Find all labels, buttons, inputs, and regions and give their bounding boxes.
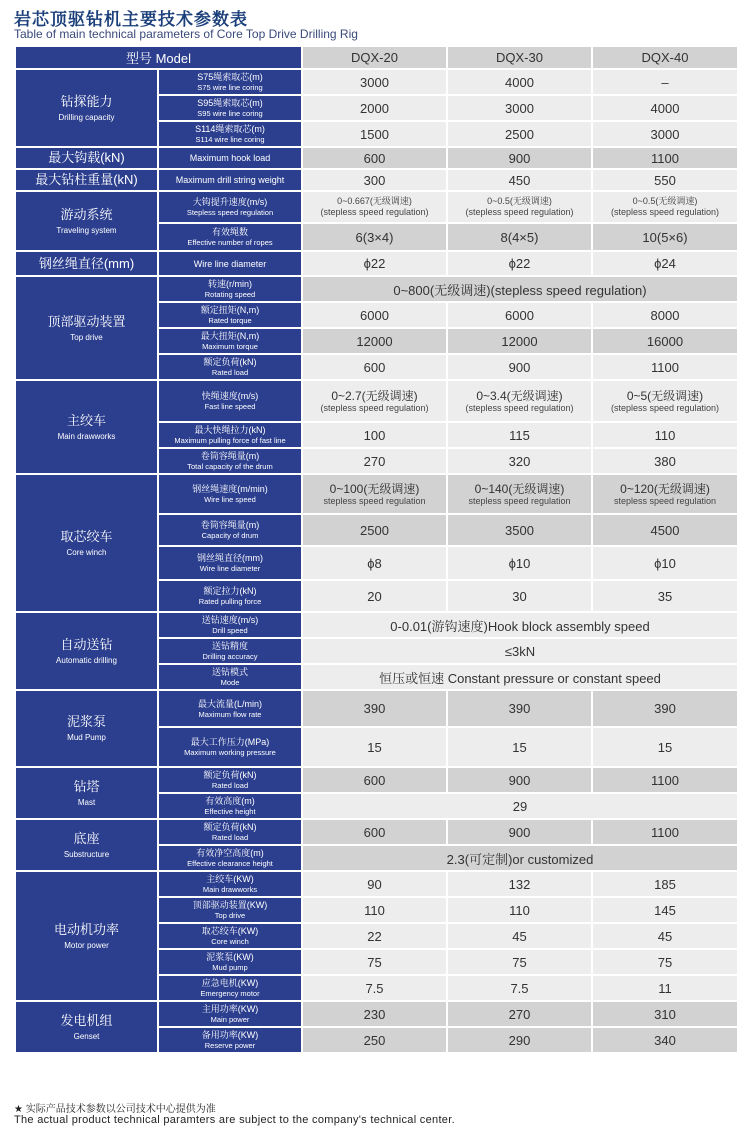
value-cell: 900 (448, 355, 591, 379)
value-cell: 0~3.4(无级调速) (stepless speed regulation) (448, 381, 591, 421)
value-cell: 4000 (593, 96, 737, 120)
param-label: 快绳速度(m/s) Fast line speed (159, 381, 301, 421)
param-label: 最大快绳拉力(kN) Maximum pulling force of fast line (159, 423, 301, 447)
value-cell: 45 (448, 924, 591, 948)
param-label: 卷筒容绳量(m) Total capacity of the drum (159, 449, 301, 473)
value-cell: 0~140(无级调速) stepless speed regulation (448, 475, 591, 513)
value-cell: 1500 (303, 122, 446, 146)
value-cell: 0~5(无级调速) (stepless speed regulation) (593, 381, 737, 421)
value-cell: 1100 (593, 768, 737, 792)
value-cell: 110 (448, 898, 591, 922)
value-cell: 12000 (303, 329, 446, 353)
table-row (16, 192, 737, 222)
param-label: 顶部驱动装置(KW) Top drive (159, 898, 301, 922)
table-row (16, 768, 737, 792)
value-cell: ϕ10 (593, 547, 737, 579)
param-label: 额定负荷(kN) Rated load (159, 768, 301, 792)
value-cell: – (593, 70, 737, 94)
model-header: 型号 Model (16, 47, 301, 68)
model-dqx20-header: DQX-20 (303, 47, 446, 68)
category-motor-power: 电动机功率 Motor power (16, 872, 157, 1000)
table-row (16, 475, 737, 513)
param-label: 额定负荷(kN) Rated load (159, 355, 301, 379)
value-cell: 132 (448, 872, 591, 896)
value-cell: 29 (303, 794, 737, 818)
value-cell: 8(4×5) (448, 224, 591, 250)
value-cell: 3000 (448, 96, 591, 120)
value-cell: 110 (303, 898, 446, 922)
category-string-weight: 最大钻柱重量(kN) (16, 170, 157, 190)
category-genset: 发电机组 Genset (16, 1002, 157, 1052)
param-label: S114绳索取芯(m) S114 wire line coring (159, 122, 301, 146)
value-cell: 90 (303, 872, 446, 896)
value-cell: 450 (448, 170, 591, 190)
param-label: Maximum drill string weight (159, 170, 301, 190)
page-subtitle: Table of main technical parameters of Core Top Drive Drilling Rig (14, 27, 358, 41)
value-cell: 3500 (448, 515, 591, 545)
value-cell: 900 (448, 768, 591, 792)
category-drawworks: 主绞车 Main drawworks (16, 381, 157, 473)
value-cell: 15 (448, 728, 591, 766)
value-cell: 230 (303, 1002, 446, 1026)
param-label: 取芯绞车(KW) Core winch (159, 924, 301, 948)
value-cell: 390 (448, 691, 591, 726)
value-cell: 20 (303, 581, 446, 611)
table-row (16, 381, 737, 421)
value-cell: 7.5 (303, 976, 446, 1000)
value-cell: 0~120(无级调速) stepless speed regulation (593, 475, 737, 513)
param-label: 有效绳数 Effective number of ropes (159, 224, 301, 250)
category-mud-pump: 泥浆泵 Mud Pump (16, 691, 157, 766)
category-hook-load: 最大钩载(kN) (16, 148, 157, 168)
value-cell: ϕ10 (448, 547, 591, 579)
value-cell: ϕ24 (593, 252, 737, 275)
value-cell: 0~800(无级调速)(stepless speed regulation) (303, 277, 737, 301)
value-cell: 380 (593, 449, 737, 473)
value-cell: 2000 (303, 96, 446, 120)
value-cell: 600 (303, 768, 446, 792)
value-cell: 6(3×4) (303, 224, 446, 250)
param-label: 主绞车(KW) Main drawworks (159, 872, 301, 896)
model-dqx40-header: DQX-40 (593, 47, 737, 68)
category-wire-diameter: 钢丝绳直径(mm) (16, 252, 157, 275)
param-label: 最大扭矩(N,m) Maximum torque (159, 329, 301, 353)
value-cell: 550 (593, 170, 737, 190)
value-cell: 0~0.5(无级调速) (stepless speed regulation) (593, 192, 737, 222)
table-row (16, 1002, 737, 1026)
value-cell: 270 (303, 449, 446, 473)
value-cell: 145 (593, 898, 737, 922)
value-cell: 185 (593, 872, 737, 896)
value-cell: 3000 (303, 70, 446, 94)
value-cell: 8000 (593, 303, 737, 327)
param-label: 有效高度(m) Effective height (159, 794, 301, 818)
value-cell: 3000 (593, 122, 737, 146)
value-cell: 110 (593, 423, 737, 447)
value-cell: 100 (303, 423, 446, 447)
value-cell: 900 (448, 820, 591, 844)
value-cell: ϕ22 (448, 252, 591, 275)
param-label: 额定拉力(kN) Rated pulling force (159, 581, 301, 611)
param-label: 大钩提升速度(m/s) Stepless speed regulation (159, 192, 301, 222)
param-label: 额定扭矩(N,m) Rated torque (159, 303, 301, 327)
value-cell: 75 (303, 950, 446, 974)
value-cell: 10(5×6) (593, 224, 737, 250)
value-cell: 2500 (448, 122, 591, 146)
value-cell: ≤3kN (303, 639, 737, 663)
value-cell: 22 (303, 924, 446, 948)
value-cell: 600 (303, 148, 446, 168)
value-cell: 600 (303, 355, 446, 379)
value-cell: 2500 (303, 515, 446, 545)
value-cell: 0~0.5(无级调速) (stepless speed regulation) (448, 192, 591, 222)
table-row (16, 820, 737, 844)
footnote-zh: ★ 实际产品技术参数以公司技术中心提供为准 (14, 1104, 216, 1115)
param-label: 额定负荷(kN) Rated load (159, 820, 301, 844)
table-row (16, 70, 737, 94)
value-cell: 310 (593, 1002, 737, 1026)
category-mast: 钻塔 Mast (16, 768, 157, 818)
value-cell: 340 (593, 1028, 737, 1052)
value-cell: 0~0.667(无级调速) (stepless speed regulation) (303, 192, 446, 222)
param-label: 备用功率(KW) Reserve power (159, 1028, 301, 1052)
param-label: Wire line diameter (159, 252, 301, 275)
value-cell: 900 (448, 148, 591, 168)
value-cell: 15 (593, 728, 737, 766)
value-cell: 290 (448, 1028, 591, 1052)
value-cell: 6000 (448, 303, 591, 327)
param-label: 送钻速度(m/s) Drill speed (159, 613, 301, 637)
value-cell: 11 (593, 976, 737, 1000)
value-cell: 12000 (448, 329, 591, 353)
value-cell: ϕ8 (303, 547, 446, 579)
value-cell: 16000 (593, 329, 737, 353)
category-traveling: 游动系统 Traveling system (16, 192, 157, 250)
param-label: 应急电机(KW) Emergency motor (159, 976, 301, 1000)
param-label: 泥浆泵(KW) Mud pump (159, 950, 301, 974)
value-cell: ϕ22 (303, 252, 446, 275)
table-row (16, 252, 737, 275)
value-cell: 4000 (448, 70, 591, 94)
category-top-drive: 顶部驱动装置 Top drive (16, 277, 157, 379)
value-cell: 45 (593, 924, 737, 948)
category-core-winch: 取芯绞车 Core winch (16, 475, 157, 611)
footnote-en: The actual product technical paramters are subject to the company's technical center. (14, 1114, 455, 1126)
value-cell: 35 (593, 581, 737, 611)
value-cell: 1100 (593, 820, 737, 844)
param-label: 送钻模式 Mode (159, 665, 301, 689)
table-header-row (16, 47, 737, 68)
category-substructure: 底座 Substructure (16, 820, 157, 870)
value-cell: 0~100(无级调速) stepless speed regulation (303, 475, 446, 513)
value-cell: 2.3(可定制)or customized (303, 846, 737, 870)
param-label: 转速(r/min) Rotating speed (159, 277, 301, 301)
table-row (16, 170, 737, 190)
param-label: S95绳索取芯(m) S95 wire line coring (159, 96, 301, 120)
category-auto-drilling: 自动送钻 Automatic drilling (16, 613, 157, 689)
param-label: 送钻精度 Drilling accuracy (159, 639, 301, 663)
param-label: 主用功率(KW) Main power (159, 1002, 301, 1026)
value-cell: 1100 (593, 355, 737, 379)
model-dqx30-header: DQX-30 (448, 47, 591, 68)
param-label: 有效净空高度(m) Effective clearance height (159, 846, 301, 870)
value-cell: 320 (448, 449, 591, 473)
value-cell: 75 (448, 950, 591, 974)
value-cell: 300 (303, 170, 446, 190)
table-row (16, 872, 737, 896)
table-row (16, 691, 737, 726)
value-cell: 0~2.7(无级调速) (stepless speed regulation) (303, 381, 446, 421)
spec-table (14, 45, 739, 1054)
value-cell: 390 (303, 691, 446, 726)
value-cell: 600 (303, 820, 446, 844)
table-row (16, 613, 737, 637)
value-cell: 30 (448, 581, 591, 611)
param-label: 钢丝绳直径(mm) Wire line diameter (159, 547, 301, 579)
value-cell: 4500 (593, 515, 737, 545)
category-drilling: 钻探能力 Drilling capacity (16, 70, 157, 146)
page-title: 岩芯顶驱钻机主要技术参数表 (14, 10, 248, 29)
value-cell: 6000 (303, 303, 446, 327)
table-row (16, 148, 737, 168)
table-row (16, 277, 737, 301)
param-label: S75绳索取芯(m) S75 wire line coring (159, 70, 301, 94)
param-label: Maximum hook load (159, 148, 301, 168)
value-cell: 75 (593, 950, 737, 974)
param-label: 钢丝绳速度(m/min) Wire line speed (159, 475, 301, 513)
param-label: 最大流量(L/min) Maximum flow rate (159, 691, 301, 726)
value-cell: 115 (448, 423, 591, 447)
value-cell: 15 (303, 728, 446, 766)
value-cell: 390 (593, 691, 737, 726)
param-label: 最大工作压力(MPa) Maximum working pressure (159, 728, 301, 766)
value-cell: 270 (448, 1002, 591, 1026)
value-cell: 0-0.01(游钩速度)Hook block assembly speed (303, 613, 737, 637)
value-cell: 1100 (593, 148, 737, 168)
value-cell: 恒压或恒速 Constant pressure or constant speed (303, 665, 737, 689)
param-label: 卷筒容绳量(m) Capacity of drum (159, 515, 301, 545)
value-cell: 250 (303, 1028, 446, 1052)
value-cell: 7.5 (448, 976, 591, 1000)
